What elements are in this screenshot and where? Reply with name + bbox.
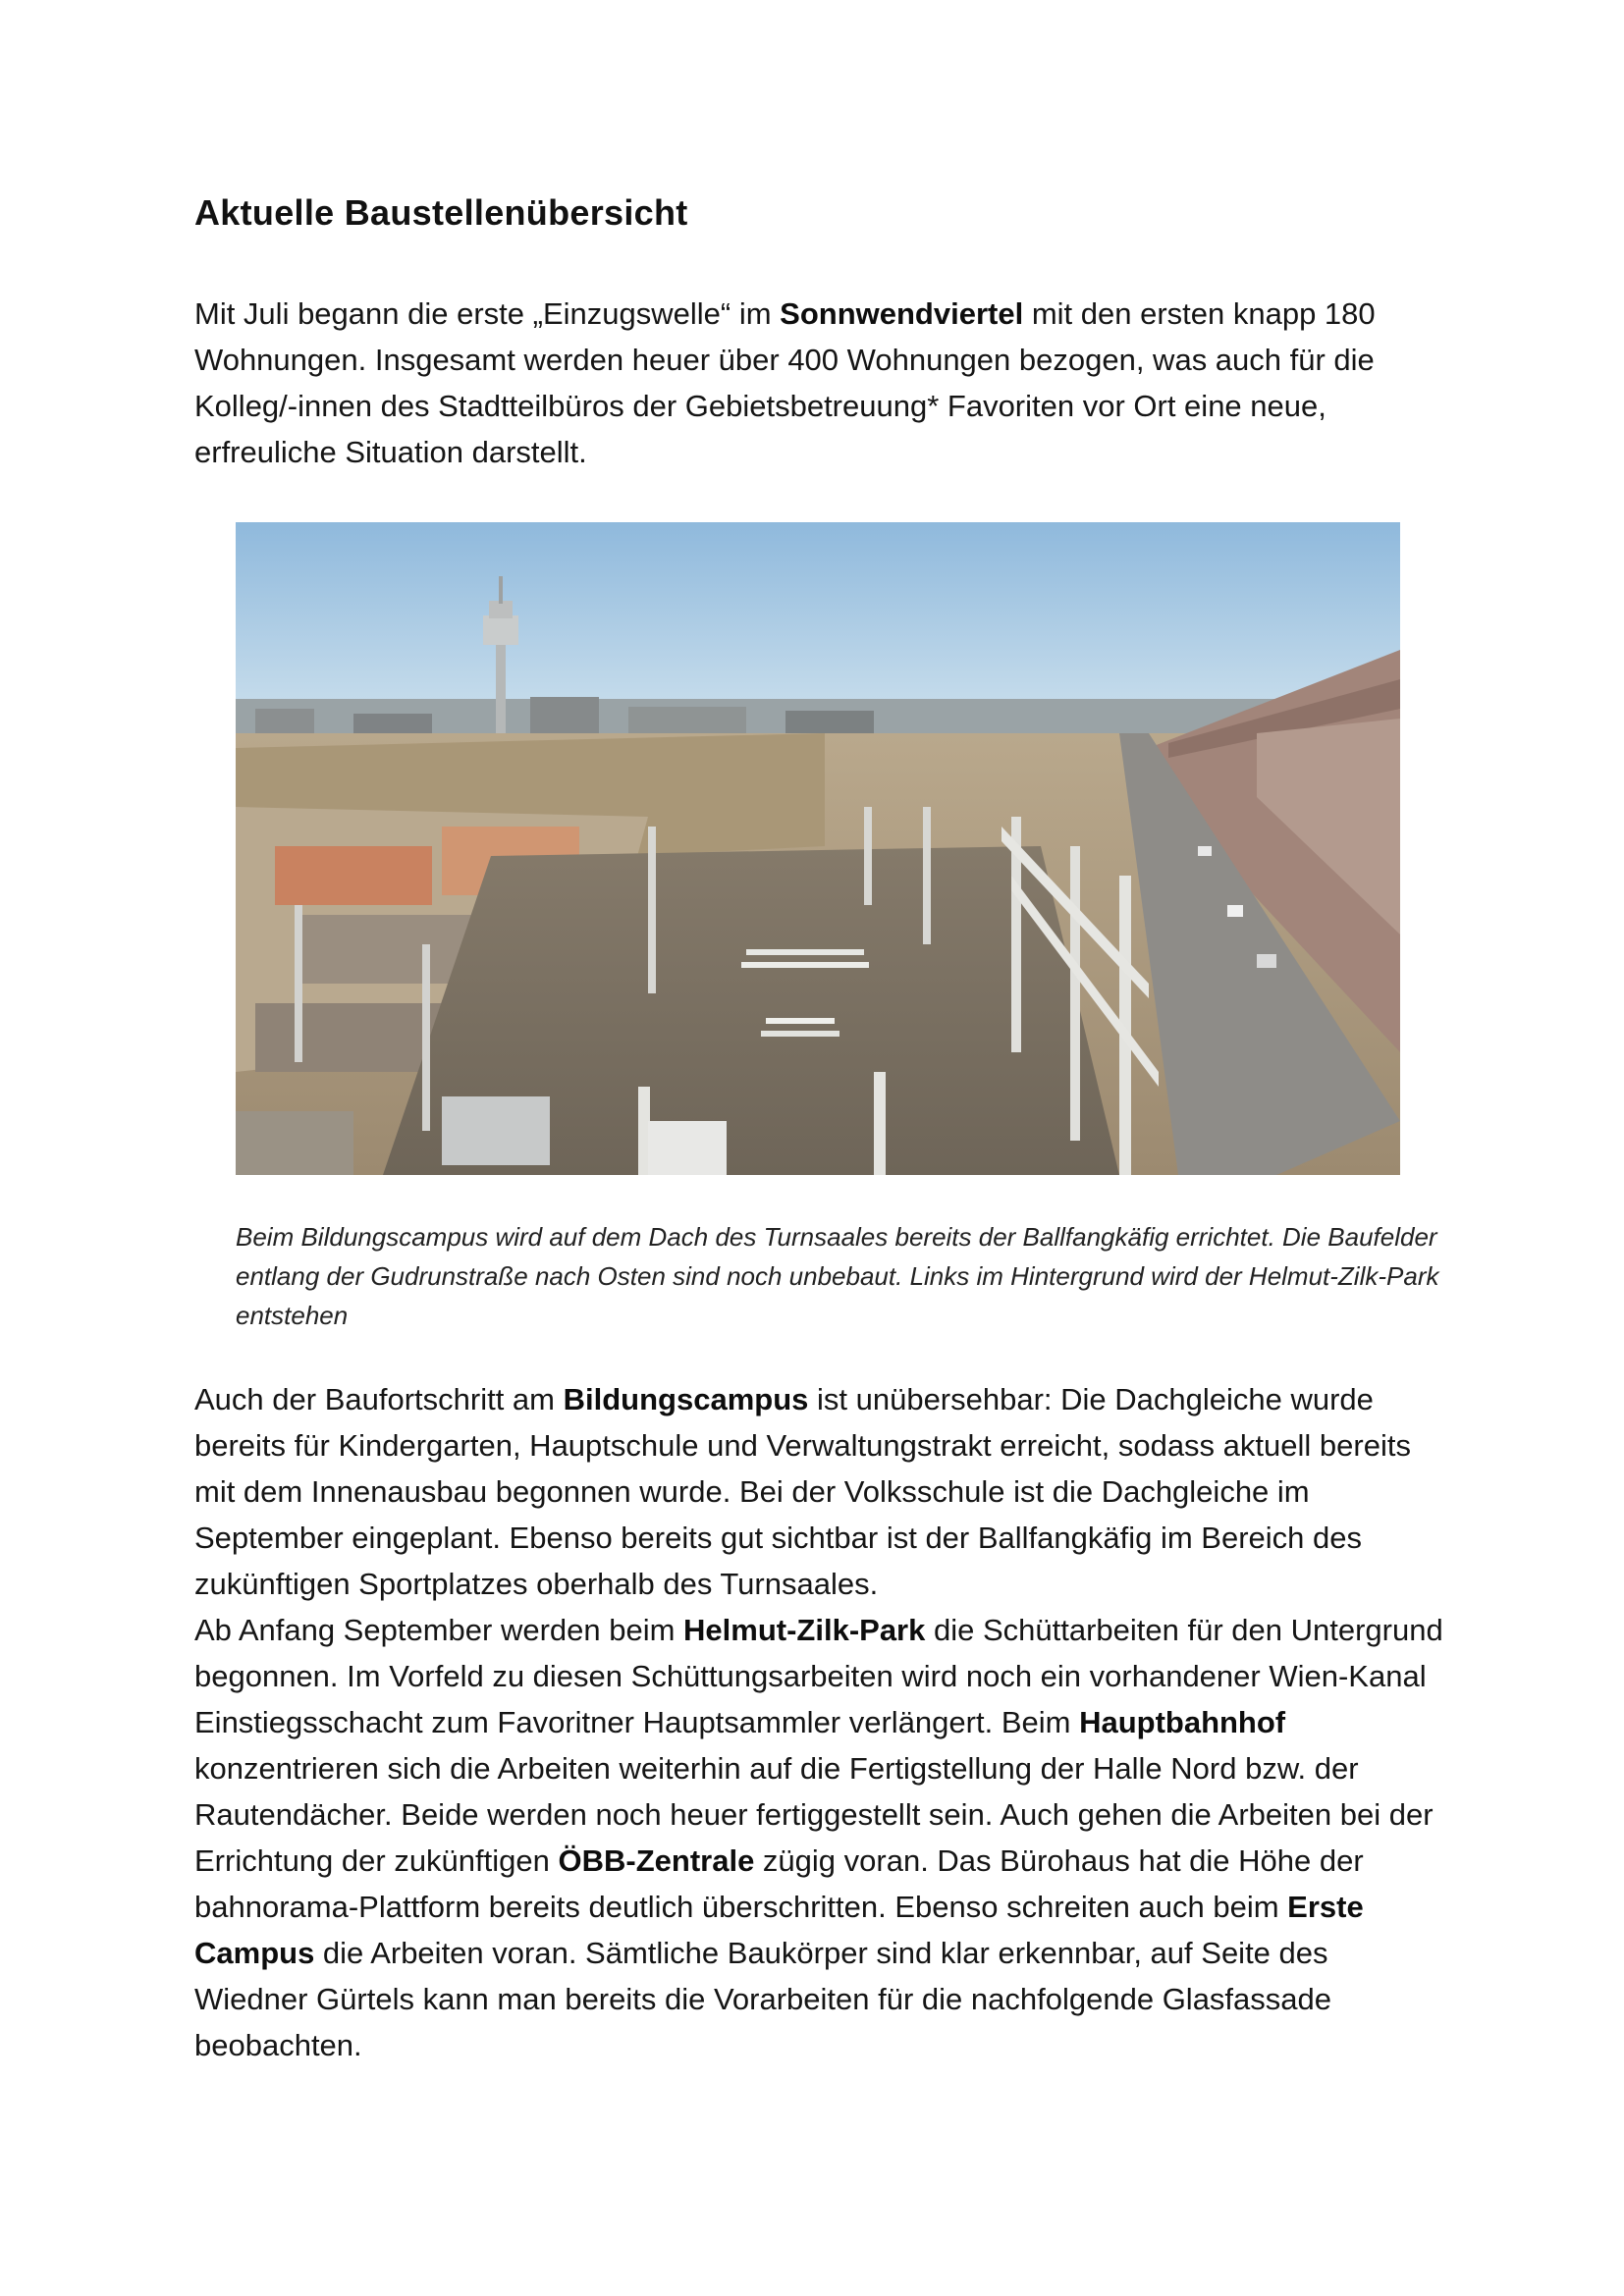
body-text-5: konzentrieren sich die Arbeiten weiterhin auf die Fertigstellung der Halle Nord bzw. der Rautendächer. Beide werden noch heuer fertiggestellt sein. Auch gehen die Arbeiten bei der Errichtung der zukünftigen — [194, 1751, 1434, 1878]
body-text-4: die Schüttarbeiten für den Untergrund begonnen. Im Vorfeld zu diesen Schüttungsarbeiten wird noch ein vorhandener Wien-Kanal Einstiegsschacht zum Favoritner Hauptsammler verlängert. Beim — [194, 1613, 1443, 1739]
body-bold-helmut-zilk-park: Helmut-Zilk-Park — [683, 1613, 926, 1647]
body-bold-hauptbahnhof: Hauptbahnhof — [1079, 1705, 1286, 1739]
body-text-2: ist unübersehbar: Die Dachgleiche wurde bereits für Kindergarten, Hauptschule und Verwaltungstrakt erreicht, sodass aktuell bereits mit dem Innenausbau begonnen wurde. Bei der Volksschule ist die Dachgleiche im September eingeplant. Ebenso bereits gut sichtbar ist der Ballfangkäfig im Bereich des zukünftigen Sportplatzes oberhalb des Turnsaales. — [194, 1382, 1411, 1601]
intro-paragraph — [194, 291, 1443, 475]
body-text-7: die Arbeiten voran. Sämtliche Baukörper sind klar erkennbar, auf Seite des Wiedner Gürtels kann man bereits die Vorarbeiten für die nachfolgende Glasfassade beobachten. — [194, 1936, 1332, 2062]
intro-bold-sonnwendviertel: Sonnwendviertel — [780, 296, 1024, 331]
body-text-1: Auch der Baufortschritt am — [194, 1382, 564, 1416]
construction-site-photo — [236, 522, 1400, 1175]
body-paragraph — [194, 1376, 1443, 2068]
body-text-3: Ab Anfang September werden beim — [194, 1613, 684, 1647]
intro-text-2: mit den ersten knapp 180 Wohnungen. Insgesamt werden heuer über 400 Wohnungen bezogen, was auch für die Kolleg/-innen des Stadtteilbüros der Gebietsbetreuung* Favoriten vor Ort eine neue, erfreuliche Situation darstellt. — [194, 296, 1376, 469]
body-text-6: zügig voran. Das Bürohaus hat die Höhe der bahnorama-Plattform bereits deutlich überschritten. Ebenso schreiten auch beim — [194, 1843, 1364, 1924]
page-title: Aktuelle Baustellenübersicht — [194, 192, 688, 233]
body-bold-oebb-zentrale: ÖBB-Zentrale — [558, 1843, 755, 1878]
photo-caption: Beim Bildungscampus wird auf dem Dach des Turnsaales bereits der Ballfangkäfig errichtet. Die Baufelder entlang der Gudrunstraße nach Osten sind noch unbebaut. Links im Hintergrund wird der Helmut-Zilk-Park entstehen — [236, 1222, 1439, 1330]
body-bold-bildungscampus: Bildungscampus — [563, 1382, 809, 1416]
intro-text-1: Mit Juli begann die erste „Einzugswelle“ im — [194, 296, 781, 331]
body-bold-erste-campus: Erste Campus — [194, 1890, 1364, 1970]
